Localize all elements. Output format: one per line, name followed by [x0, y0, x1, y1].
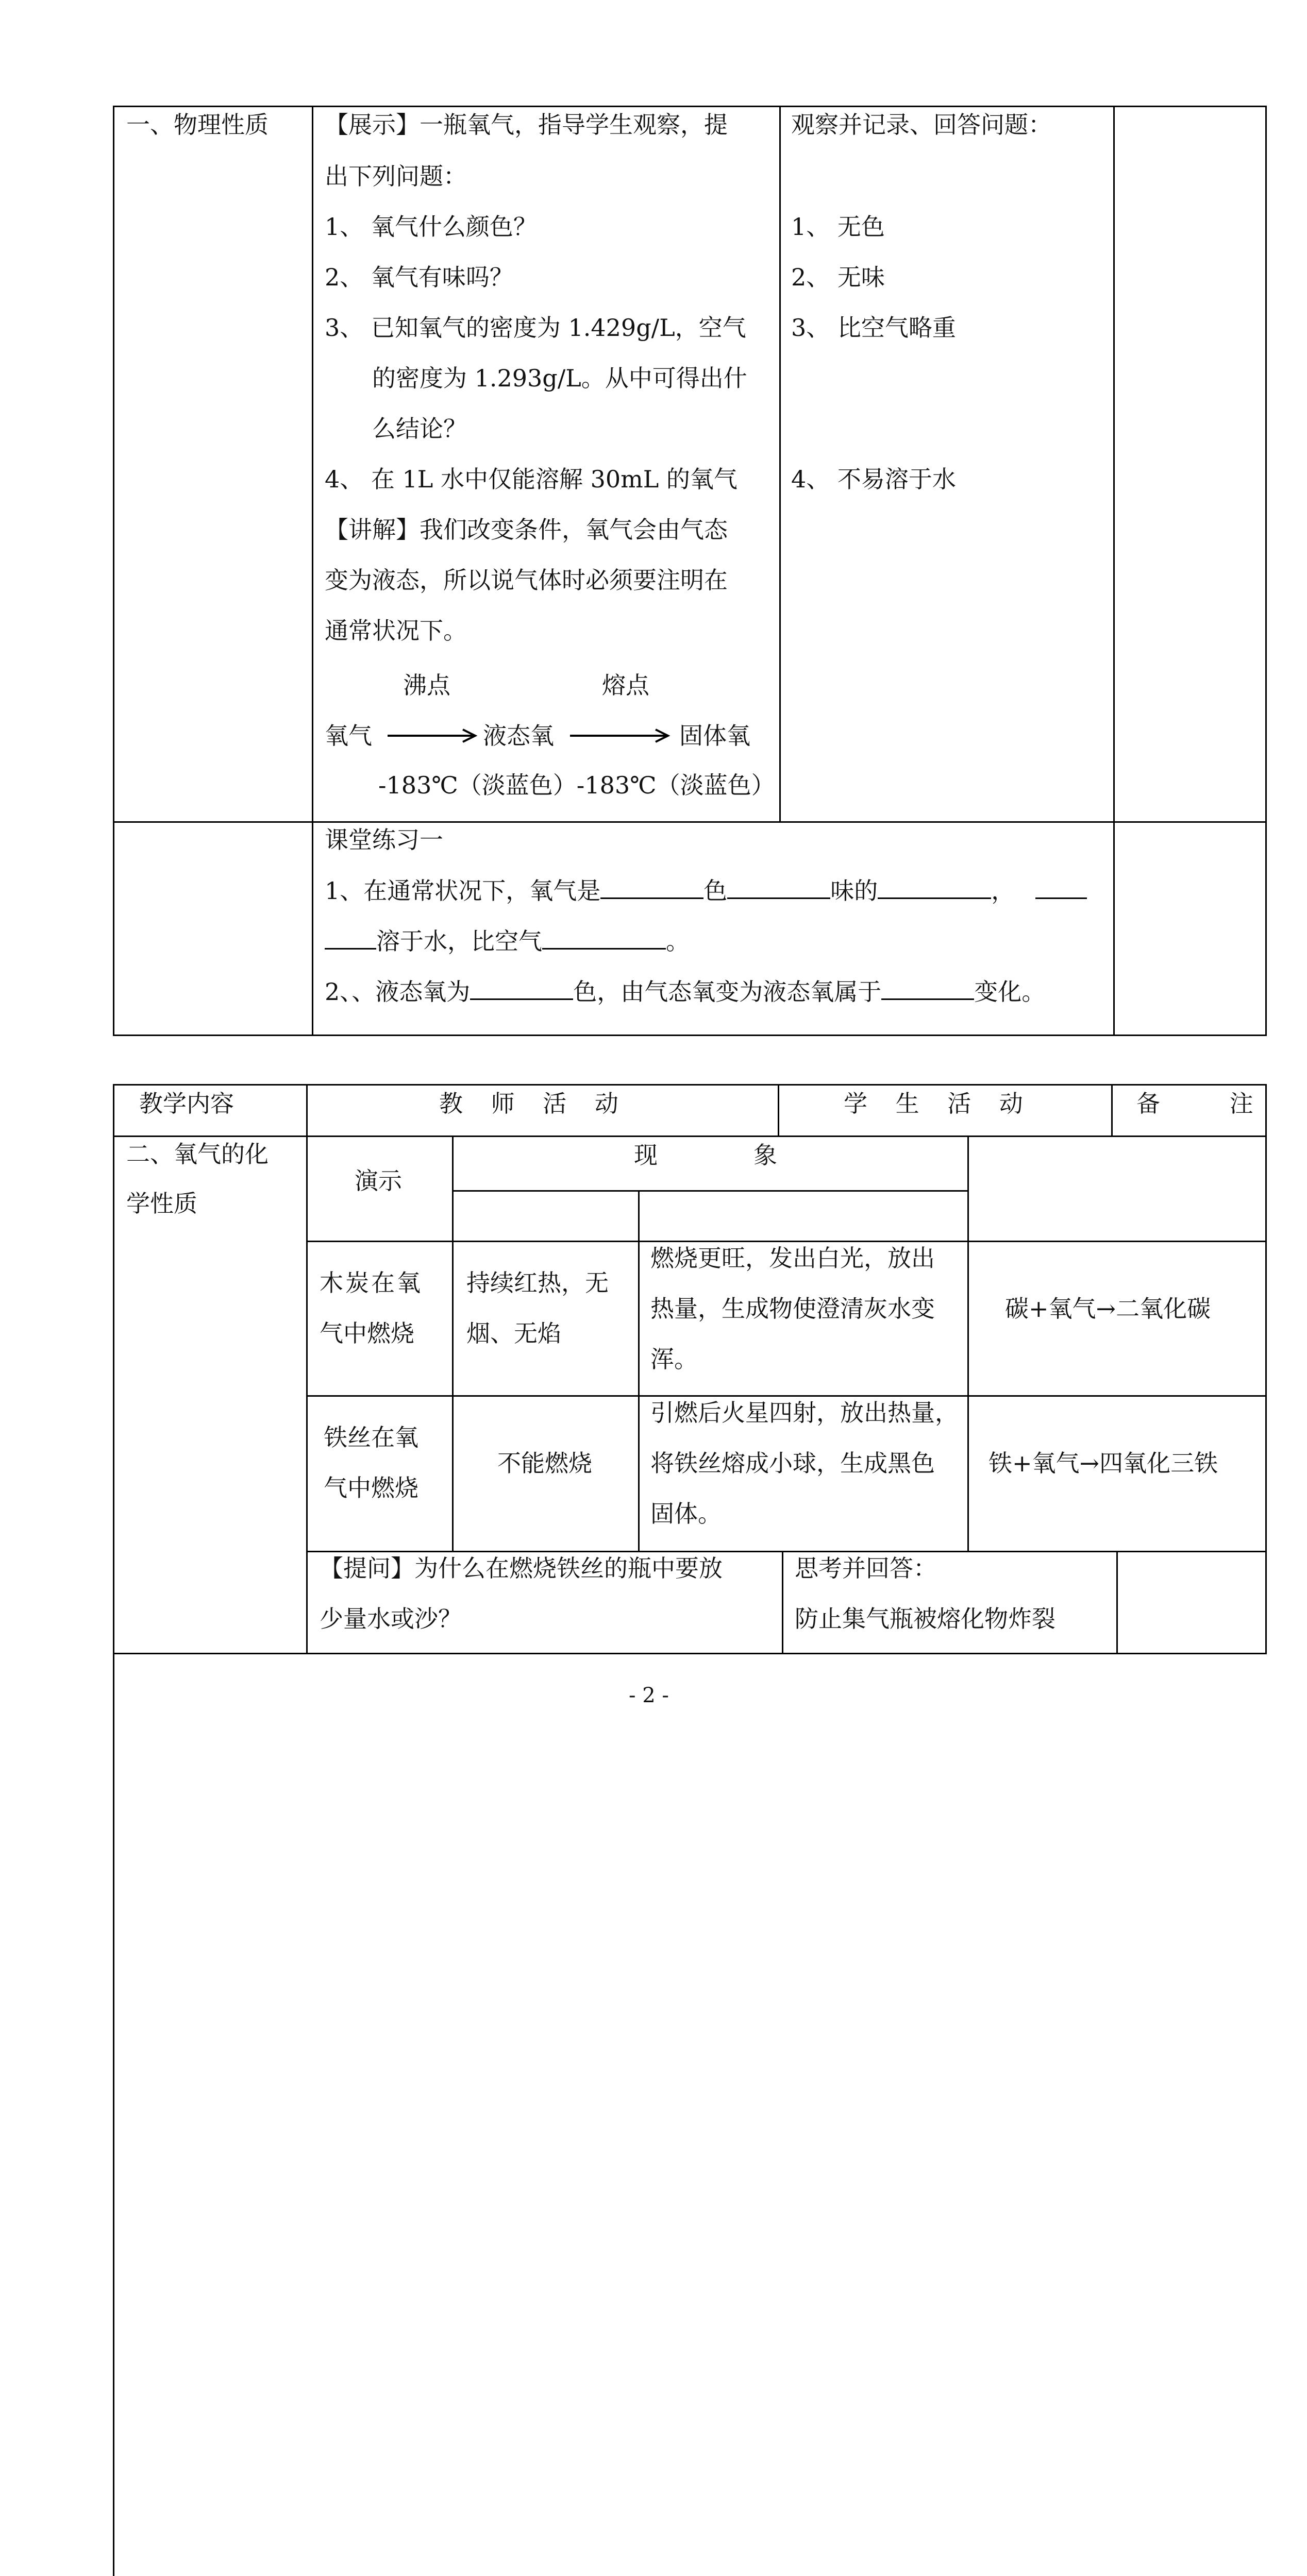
table2-border-air-oxygen — [638, 1190, 640, 1551]
question-3-line-2: 的密度为 1.293g/L。从中可得出什 — [372, 364, 747, 392]
question-4: 4、 在 1L 水中仅能溶解 30mL 的氧气 — [325, 465, 738, 493]
exercise-3-text-c: 变化。 — [974, 978, 1046, 1006]
iron-oxygen-2: 将铁丝熔成小球，生成黑色 — [650, 1449, 935, 1477]
table2-border-right — [1265, 1084, 1267, 1654]
answer-4: 4、 不易溶于水 — [791, 465, 956, 493]
charcoal-name-1: 木炭在氧 — [320, 1269, 423, 1297]
iron-equation: 铁+氧气→四氧化三铁 — [988, 1449, 1218, 1477]
table2-border-answer — [1116, 1551, 1118, 1654]
charcoal-air-1: 持续红热，无 — [466, 1269, 609, 1297]
student-intro: 观察并记录、回答问题： — [791, 111, 1052, 139]
exercise-line-1 — [325, 875, 1087, 906]
demo-line-2: 出下列问题： — [325, 162, 467, 190]
iron-name-1: 铁丝在氧 — [324, 1423, 418, 1451]
boiling-point-label: 沸点 — [403, 671, 450, 699]
blank-color[interactable] — [600, 875, 703, 899]
question-1: 1、 氧气什么颜色？ — [325, 213, 537, 241]
blank-density[interactable] — [542, 925, 666, 950]
charcoal-name-2: 气中燃烧 — [320, 1319, 414, 1347]
exercise-title: 课堂练习一 — [325, 826, 443, 854]
blank-liquid-color[interactable] — [470, 976, 573, 1000]
charcoal-oxygen-2: 热量，生成物使澄清灰水变 — [650, 1295, 935, 1323]
table2-border-question — [782, 1551, 783, 1654]
table2-border-left — [113, 1084, 114, 2576]
header-teacher-activity: 教 师 活 动 — [439, 1090, 629, 1117]
header-student-activity: 学 生 活 动 — [844, 1090, 1033, 1117]
table1-border-col3 — [1113, 106, 1115, 1036]
answer-1: 1、 无色 — [791, 213, 885, 241]
gaseous-oxygen-label: 氧气 — [325, 722, 372, 750]
charcoal-oxygen-1: 燃烧更旺，发出白光，放出 — [650, 1244, 935, 1272]
blank-solubility-start[interactable] — [1035, 875, 1087, 899]
arrow-liquid-to-solid — [569, 726, 672, 745]
table2-border-equation — [967, 1136, 969, 1551]
exercise-line-2 — [325, 925, 690, 957]
table2-border-header — [113, 1136, 1267, 1137]
table2-border-phen-sub — [452, 1190, 967, 1192]
table2-border-bottom — [113, 1653, 1267, 1654]
table1-border-bottom — [113, 1035, 1267, 1036]
table2-border-row2 — [306, 1395, 1267, 1397]
answer-2: 2、 无味 — [791, 263, 885, 291]
question-line-1: 【提问】为什么在燃烧铁丝的瓶中要放 — [320, 1554, 723, 1582]
table1-border-right — [1265, 106, 1267, 1036]
header-notes: 备 注 — [1136, 1090, 1284, 1117]
charcoal-oxygen-3: 浑。 — [650, 1345, 698, 1373]
exercise-1-text-c: 味的 — [830, 877, 878, 905]
iron-oxygen-1: 引燃后火星四射，放出热量， — [650, 1399, 959, 1427]
iron-name-2: 气中燃烧 — [324, 1474, 418, 1502]
exercise-2-text-a: 溶于水，比空气 — [376, 927, 542, 955]
section-title-physical: 一、物理性质 — [126, 111, 269, 139]
exercise-3-text-b: 色，由气态氧变为液态氧属于 — [573, 978, 882, 1006]
table1-border-col1 — [312, 106, 313, 1036]
blank-solubility-end[interactable] — [325, 925, 376, 950]
table2-border-col1 — [306, 1084, 308, 1654]
arrow-gas-to-liquid — [387, 726, 479, 745]
exercise-3-text-a: 2、、液态氧为 — [325, 978, 471, 1006]
explain-line-2: 变为液态，所以说气体时必须要注明在 — [325, 566, 728, 594]
exercise-line-3 — [325, 976, 1045, 1007]
table1-border-top — [113, 106, 1267, 107]
demo-label: 演示 — [355, 1167, 402, 1195]
table1-border-mid — [113, 821, 1267, 823]
answer-line-1: 思考并回答： — [795, 1554, 937, 1582]
temperature-labels: -183℃（淡蓝色）-183℃（淡蓝色） — [378, 771, 775, 799]
phenomenon-label: 现 象 — [634, 1141, 813, 1169]
table2-border-demo — [452, 1136, 454, 1551]
exercise-1-text-a: 1、在通常状况下，氧气是 — [325, 877, 601, 905]
blank-smell[interactable] — [727, 875, 830, 899]
table2-border-row1 — [306, 1241, 1267, 1242]
table2-border-top — [113, 1084, 1267, 1086]
table2-border-header-col2 — [778, 1084, 779, 1137]
charcoal-equation: 碳+氧气→二氧化碳 — [1005, 1295, 1211, 1323]
explain-line-1: 【讲解】我们改变条件，氧气会由气态 — [325, 516, 728, 544]
exercise-1-text-b: 色 — [703, 877, 728, 905]
exercise-2-text-b: 。 — [666, 927, 690, 955]
temperature-clip — [371, 768, 778, 804]
blank-state[interactable] — [878, 875, 991, 899]
question-line-2: 少量水或沙？ — [320, 1605, 462, 1633]
exercise-1-text-d: ， — [991, 877, 1015, 905]
question-3-line-1: 3、 已知氧气的密度为 1.429g/L，空气 — [325, 314, 746, 342]
iron-air: 不能燃烧 — [497, 1449, 592, 1477]
liquid-oxygen-label: 液态氧 — [483, 722, 554, 750]
section-title-chemical-2: 学性质 — [126, 1190, 197, 1217]
header-teaching-content: 教学内容 — [139, 1090, 234, 1117]
table2-border-header-col3 — [1111, 1084, 1113, 1137]
table2-border-row3 — [306, 1551, 1267, 1552]
iron-oxygen-3: 固体。 — [650, 1500, 722, 1528]
melting-point-label: 熔点 — [602, 671, 649, 699]
demo-line-1: 【展示】一瓶氧气，指导学生观察，提 — [325, 111, 728, 139]
blank-change-type[interactable] — [881, 976, 974, 1000]
page-number: - 2 - — [629, 1684, 669, 1707]
solid-oxygen-label: 固体氧 — [679, 722, 750, 750]
section-title-chemical-1: 二、氧气的化 — [126, 1140, 269, 1168]
answer-3: 3、 比空气略重 — [791, 314, 956, 342]
table1-border-left — [113, 106, 114, 1036]
charcoal-air-2: 烟、无焰 — [466, 1319, 561, 1347]
answer-line-2: 防止集气瓶被熔化物炸裂 — [795, 1605, 1055, 1633]
question-3-line-3: 么结论？ — [372, 415, 467, 443]
question-2: 2、 氧气有味吗？ — [325, 263, 513, 291]
explain-line-3: 通常状况下。 — [325, 617, 467, 645]
table1-border-col2 — [779, 106, 781, 823]
